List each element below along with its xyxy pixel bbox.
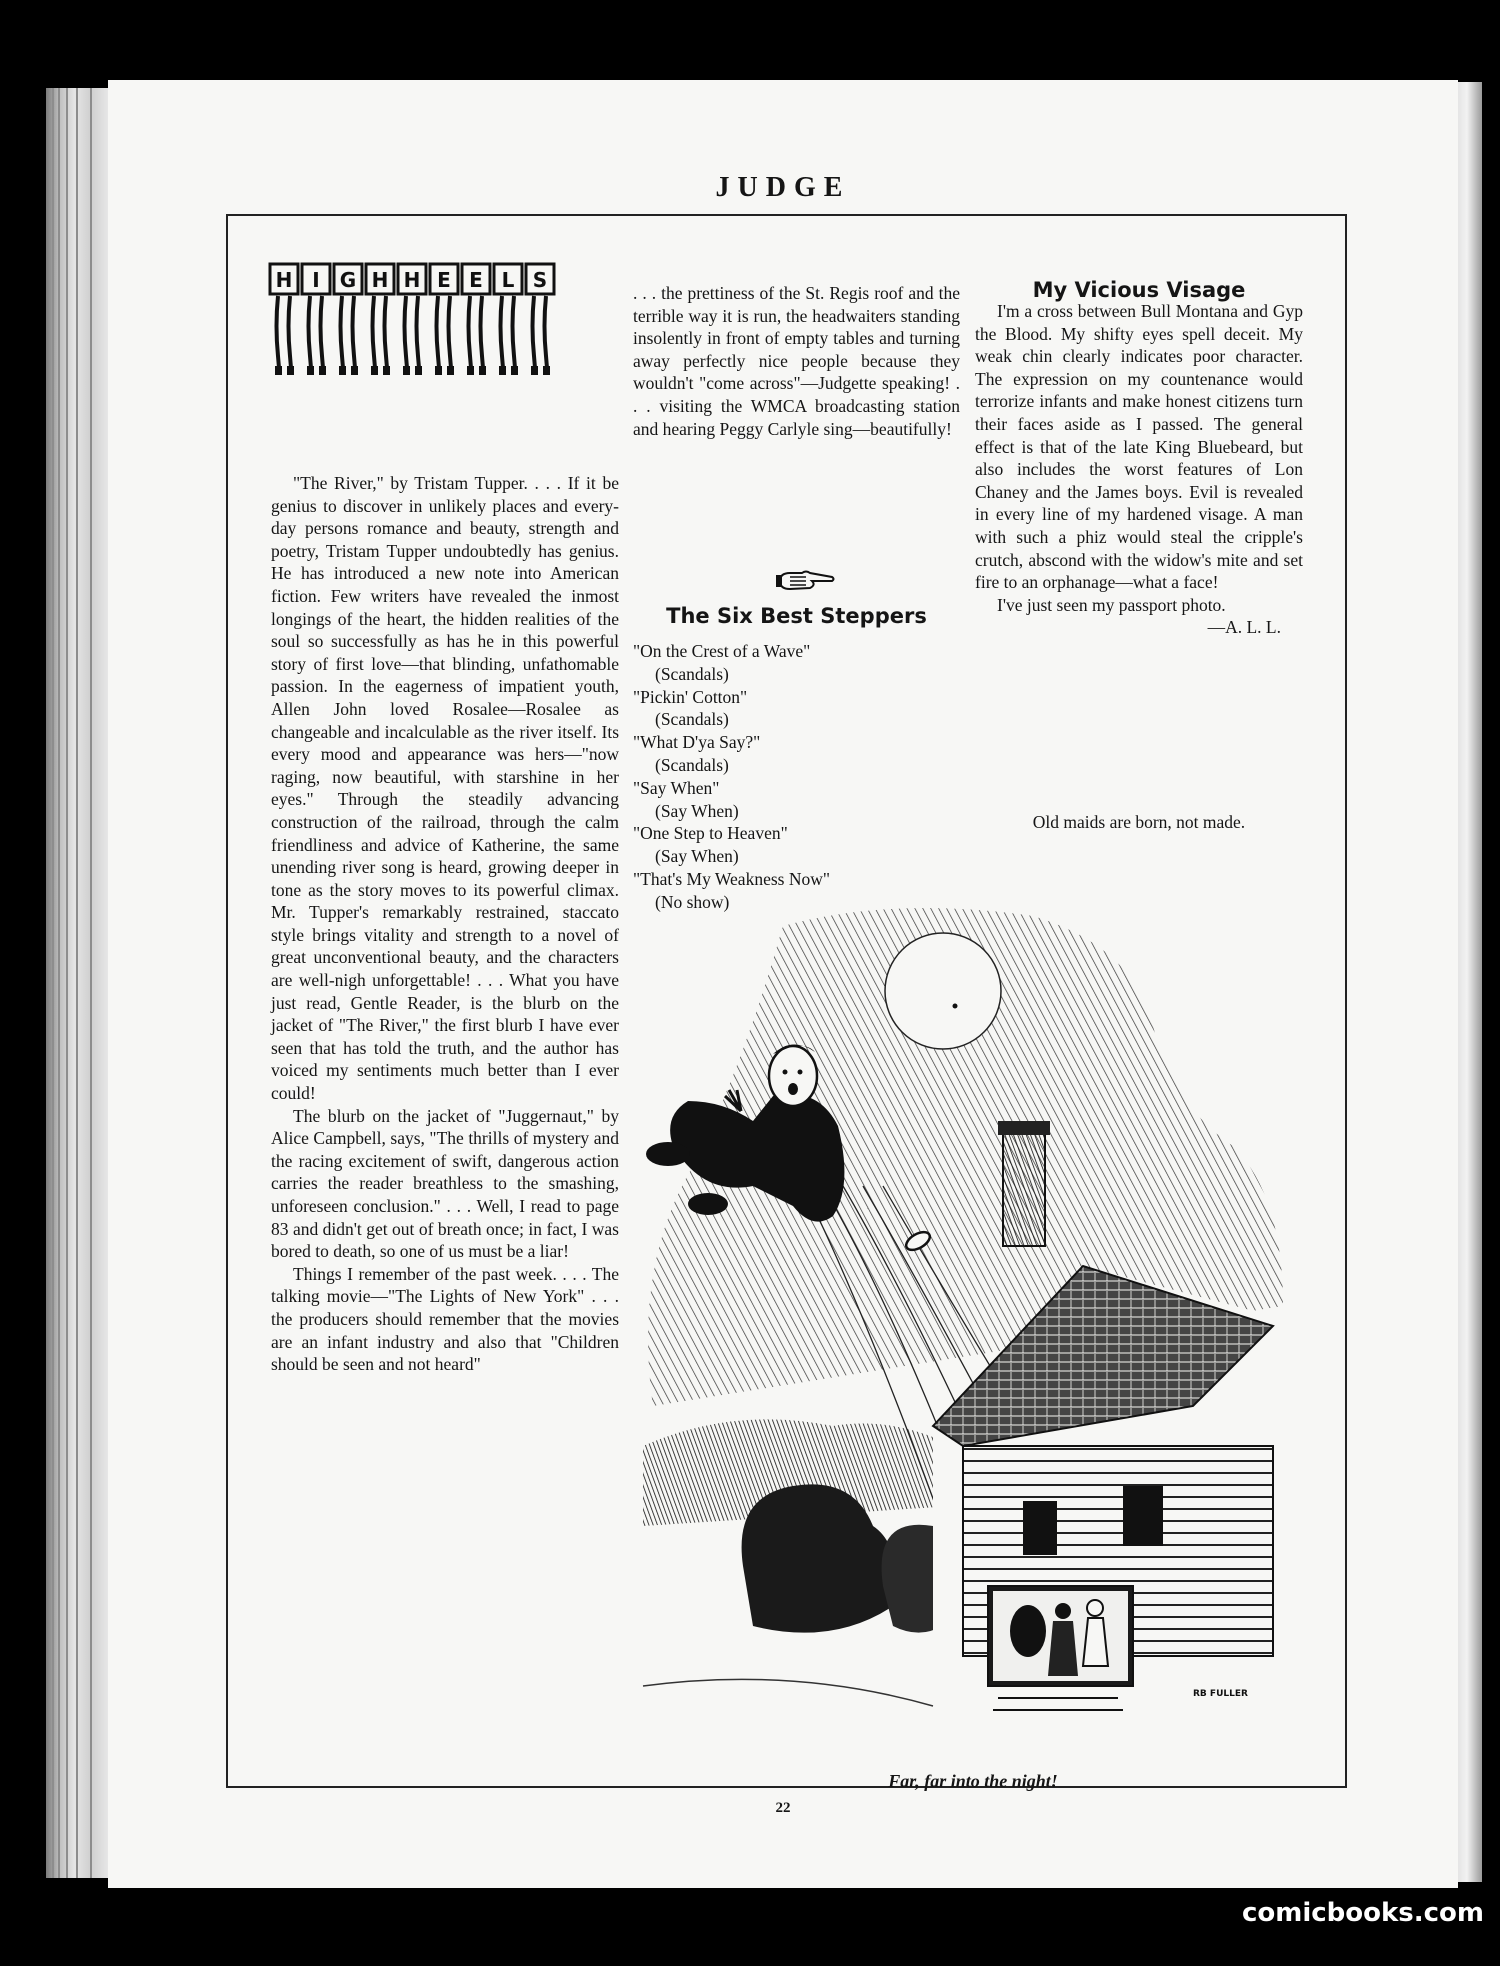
logo-shoe xyxy=(403,366,410,375)
logo-shoe xyxy=(383,366,390,375)
logo-leg xyxy=(353,296,356,368)
logo-shoe xyxy=(467,366,474,375)
song-show: (Scandals) xyxy=(655,663,729,684)
logo-letter-placard xyxy=(302,264,330,375)
logo-letter-placard xyxy=(462,264,490,375)
man-shoe xyxy=(646,1142,690,1166)
artist-signature: RB FULLER xyxy=(1193,1689,1248,1699)
song-title: "Pickin' Cotton" xyxy=(633,686,748,707)
logo-leg xyxy=(289,296,292,368)
logo-letter-placard xyxy=(398,264,426,375)
author-signature: —A. L. L. xyxy=(1207,617,1281,638)
column-continuation xyxy=(633,282,960,440)
page-edge xyxy=(90,88,92,1878)
logo-shoe xyxy=(275,366,282,375)
page-edge xyxy=(52,88,54,1878)
paragraph: . . . the prettiness of the St. Regis roof and the terrible way it is run, the headwaiters standing insolently in front of empty tables and turning away perfectly nice people because they wouldn't "come across"—Judgette speaking! . . . visiting the WMCA broadcasting station and hearing Peggy Carlyle sing—beautifully! xyxy=(633,283,960,439)
logo-shoe xyxy=(307,366,314,375)
logo-shoe xyxy=(479,366,486,375)
logo-letter-placard xyxy=(334,264,362,375)
logo-letter: H xyxy=(275,268,293,292)
column-vicious-visage xyxy=(975,300,1303,639)
paragraph-text: I've just seen my passport photo. xyxy=(997,594,1226,615)
man-shoe xyxy=(688,1193,728,1215)
chimney xyxy=(1003,1126,1045,1246)
song-show: (No show) xyxy=(655,891,730,912)
paragraph: I'm a cross between Bull Montana and Gyp the Blood. My shifty eyes spell deceit. My weak chin clearly indicates poor character. The expression on my countenance would terrorize infants and make honest citizens turn their faces aside as I passed. The general effect is that of the late King Bluebeard, but also includes the worst features of Lon Chaney and the James boys. Evil is revealed in every line of my hardened visage. A man with such a phiz would steal the cripple's crutch, abscond with the widow's mite and set fire to an orphanage—what a face! xyxy=(975,301,1303,593)
logo-letter-placard xyxy=(366,264,394,375)
logo-leg xyxy=(373,296,376,368)
logo-leg xyxy=(437,296,440,368)
aphorism: Old maids are born, not made. xyxy=(1032,812,1246,832)
steppers-heading: The Six Best Steppers xyxy=(666,604,927,628)
page-edge xyxy=(58,88,60,1878)
logo-letter-placard xyxy=(270,264,298,375)
page-number: 22 xyxy=(775,1800,791,1816)
magazine-page xyxy=(108,80,1458,1888)
logo-letter: I xyxy=(312,268,320,292)
logo-leg xyxy=(321,296,324,368)
highheels-logo xyxy=(262,256,592,386)
illustration-caption: Far, far into the night! xyxy=(888,1771,1058,1791)
cartoon-illustration xyxy=(633,886,1313,1736)
logo-letter-placard xyxy=(494,264,522,375)
logo-leg xyxy=(449,296,452,368)
song-title: "What D'ya Say?" xyxy=(633,732,761,753)
moon xyxy=(885,933,1001,1049)
logo-leg xyxy=(533,296,536,368)
logo-shoe xyxy=(511,366,518,375)
column-book-reviews xyxy=(271,472,619,1376)
magazine-title: JUDGE xyxy=(715,172,851,203)
song-list xyxy=(633,640,960,914)
logo-leg xyxy=(277,296,280,368)
logo-shoe xyxy=(415,366,422,375)
logo-shoe xyxy=(371,366,378,375)
logo-shoe xyxy=(543,366,550,375)
song-title: "On the Crest of a Wave" xyxy=(633,641,811,661)
content-frame xyxy=(226,214,1347,1791)
logo-letter: H xyxy=(371,268,389,292)
logo-shoe xyxy=(499,366,506,375)
logo-leg xyxy=(545,296,548,368)
paragraph: The blurb on the jacket of "Juggernaut," by Alice Campbell, says, "The thrills of mystery and the racing excitement of swift, dangerous action carries the reader breathless to the smashing, unforeseen conclusion." . . . Well, I read to page 83 and didn't get out of breath once; in fact, I was bored to death, so one of us must be a liar! xyxy=(271,1105,619,1262)
logo-letter-placard xyxy=(430,264,458,375)
logo-shoe xyxy=(435,366,442,375)
house-window xyxy=(1123,1486,1163,1546)
logo-leg xyxy=(513,296,516,368)
logo-letter: E xyxy=(469,268,483,292)
song-show: (Scandals) xyxy=(655,709,729,730)
song-title: "That's My Weakness Now" xyxy=(633,868,831,889)
site-watermark: comicbooks.com xyxy=(1241,1898,1485,1928)
paragraph: Things I remember of the past week. . . . The talking movie—"The Lights of New York" . . . the producers should remember that the movies are an infant industry and also that "Children should be seen and not heard" xyxy=(271,1263,619,1375)
paragraph: "The River," by Tristam Tupper. . . . If it be genius to discover in unlikely places and every-day persons romance and beauty, strength and poetry, Tristam Tupper undoubtedly has genius. He has introduced a new note into American fiction. Few writers have revealed the inmost longings of the heart, the hidden realities of the soul so successfully as has he in this powerful story of first love—that blinding, unfathomable passion. In the eagerness of impatient youth, Allen John loved Rosalee—Rosalee as changeable and incalculable as the river itself. Its every mood and appearance was hers—"now raging, now beautiful, with starshine in her eyes." Through the steadily advancing construction of the railroad, through the calm friendliness and advice of Katherine, the same unending river song is heard, growing deeper in tone as the story moves to its powerful climax. Mr. Tupper's remarkably restrained, staccato style brings vitality and strength to a novel of great unconventional beauty, and the characters are well-nigh unforgettable! . . . What you have just read, Gentle Reader, is the blurb on the jacket of "The River," the first blurb I have ever seen that has told the truth, and the author has voiced my sentiments much better than I ever could! xyxy=(271,473,619,1104)
song-show: (Say When) xyxy=(655,800,739,821)
logo-leg xyxy=(385,296,388,368)
logo-shoe xyxy=(319,366,326,375)
logo-leg xyxy=(469,296,472,368)
man-mouth xyxy=(788,1083,798,1095)
logo-shoe xyxy=(287,366,294,375)
song-show: (Say When) xyxy=(655,846,739,867)
logo-leg xyxy=(309,296,312,368)
logo-leg xyxy=(341,296,344,368)
house-window xyxy=(1023,1501,1057,1555)
logo-shoe xyxy=(339,366,346,375)
chimney-cap xyxy=(998,1121,1050,1135)
logo-shoe xyxy=(447,366,454,375)
logo-leg xyxy=(417,296,420,368)
song-show: (Scandals) xyxy=(655,754,729,775)
paragraph xyxy=(975,594,1303,638)
logo-letter: S xyxy=(532,268,548,292)
logo-letter: H xyxy=(403,268,421,292)
page-edge xyxy=(66,88,68,1878)
ground-line xyxy=(643,1679,933,1706)
logo-shoe xyxy=(531,366,538,375)
logo-leg xyxy=(481,296,484,368)
logo-shoe xyxy=(351,366,358,375)
page-edge xyxy=(76,88,78,1878)
logo-letter: E xyxy=(437,268,451,292)
logo-leg xyxy=(501,296,504,368)
logo-letter: L xyxy=(501,268,515,292)
logo-leg xyxy=(405,296,408,368)
logo-letter-placard xyxy=(526,264,554,375)
pointing-hand-icon xyxy=(776,568,836,594)
visage-heading: My Vicious Visage xyxy=(1032,278,1246,302)
logo-letter: G xyxy=(339,268,357,292)
song-title: "Say When" xyxy=(633,777,720,798)
song-title: "One Step to Heaven" xyxy=(633,823,788,844)
man-head xyxy=(769,1046,817,1106)
moon-speck xyxy=(953,1004,958,1009)
